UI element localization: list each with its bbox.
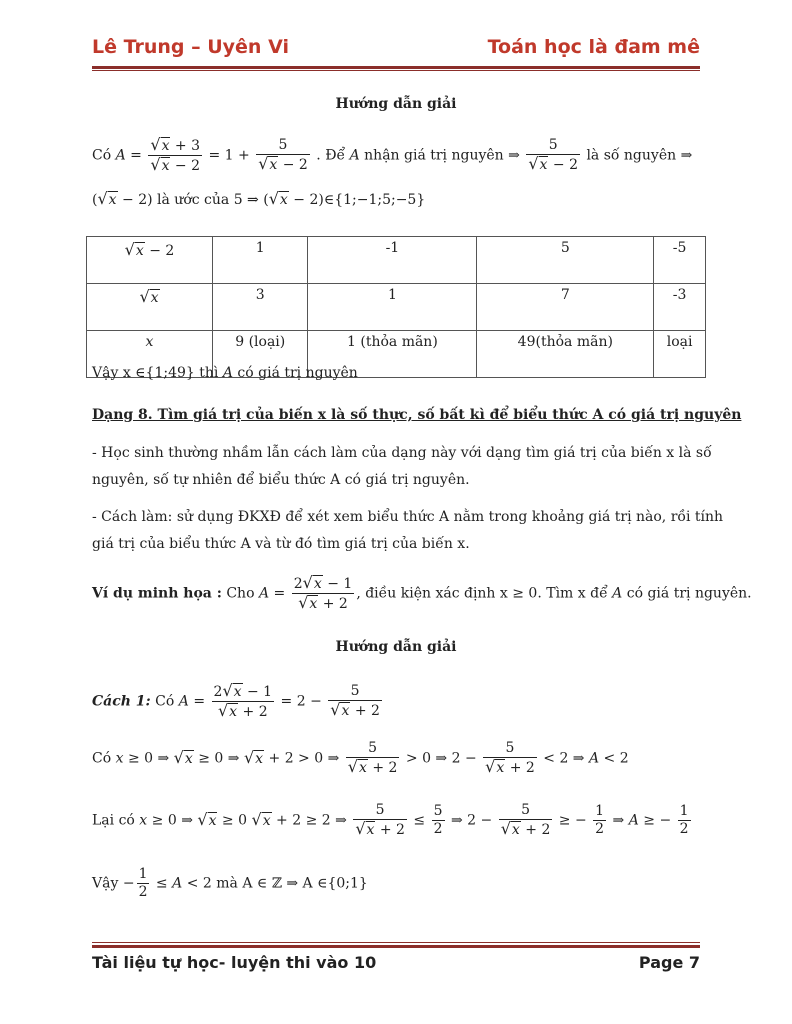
para2-line1: - Cách làm: sử dụng ĐKXĐ để xét xem biểu thức A nằm trong khoảng giá trị nào, rồi tính bbox=[92, 509, 724, 525]
para1-line2: nguyên, số tự nhiên để biểu thức A có giá trị nguyên. bbox=[92, 472, 470, 488]
cach1-line: Cách 1: Có A = $\frac{2√x - 1}{√x + 2}$ = 2 − $\frac{5}{√x + 2}$ bbox=[92, 681, 380, 720]
footer-title: Tài liệu tự học- luyện thi vào 10 bbox=[92, 953, 377, 972]
conclusion-line-1: Vậy x ∈{1;49} thì A có giá trị nguyên bbox=[92, 365, 358, 381]
table-row: √x − 2 1 -1 5 -5 bbox=[87, 237, 706, 284]
footer-rule-thin bbox=[92, 942, 700, 943]
section-heading-2: Hướng dẫn giải bbox=[335, 639, 457, 655]
para2-line2: giá trị của biểu thức A và từ đó tìm giá trị của biến x. bbox=[92, 536, 470, 552]
solution-line-2: (√x − 2) là ước của 5 ⇒ (√x − 2)∈{1;−1;5;−5} bbox=[92, 189, 426, 208]
header-rule bbox=[92, 66, 700, 69]
step3-line: Vậy − $\frac{1}{2}$ ≤ A < 2 mà A ∈ ℤ ⇒ A ∈{0;1} bbox=[92, 866, 368, 900]
page-header bbox=[92, 36, 700, 66]
step2-line: Lại có x ≥ 0 ⇒ √x ≥ 0 √x + 2 ≥ 2 ⇒ $\frac{5}{√x + 2}$ ≤ $\frac{5}{2}$ ⇒ 2 − $\frac{5}{√x + 2}$ ≥ − $\frac{1}{2}$ ⇒ A ≥ − $\frac{1}{2}$ bbox=[92, 802, 689, 838]
fraction-2sqrt-minus-1: $\frac{2√x - 1}{√x + 2}$ bbox=[293, 573, 353, 612]
dang8-title: Dạng 8. Tìm giá trị của biến x là số thực, số bất kì để biểu thức A có giá trị nguyên bbox=[92, 407, 742, 423]
example-line: Ví dụ minh họa : Cho A = $\frac{2√x - 1}{√x + 2}$ , điều kiện xác định x ≥ 0. Tìm x để A có giá trị nguyên. bbox=[92, 573, 752, 612]
section-heading-1: Hướng dẫn giải bbox=[335, 96, 457, 112]
table-row: √x 3 1 7 -3 bbox=[87, 284, 706, 331]
header-rule-thin bbox=[92, 70, 700, 71]
step1-line: Có x ≥ 0 ⇒ √x ≥ 0 ⇒ √x + 2 > 0 ⇒ $\frac{5}{√x + 2}$ > 0 ⇒ 2 − $\frac{5}{√x + 2}$ < 2 ⇒ A < 2 bbox=[92, 740, 629, 776]
fraction-5-over-2: $\frac{5}{√x - 2}$ bbox=[528, 137, 578, 173]
values-table bbox=[86, 236, 706, 378]
table-row: x 9 (loại) 1 (thỏa mãn) 49(thỏa mãn) loại bbox=[87, 331, 706, 378]
fraction-sqrt-plus-3: $\frac{√x + 3}{√x - 2}$ bbox=[150, 135, 201, 174]
para1-line1: - Học sinh thường nhầm lẫn cách làm của dạng này với dạng tìm giá trị của biến x là số bbox=[92, 445, 712, 461]
solution-line-1: Có A = $\frac{√x + 3}{√x - 2}$ = 1 + $\frac{5}{√x - 2}$ . Để A nhận giá trị nguyên ⇒ $\frac{5}{√x - 2}$ là số nguyên ⇒ bbox=[92, 135, 693, 174]
footer-rule bbox=[92, 945, 700, 948]
header-author: Lê Trung – Uyên Vi bbox=[92, 36, 289, 58]
page-number: Page 7 bbox=[638, 953, 700, 972]
header-motto: Toán học là đam mê bbox=[487, 36, 700, 58]
fraction-5-over: $\frac{5}{√x - 2}$ bbox=[258, 137, 308, 173]
